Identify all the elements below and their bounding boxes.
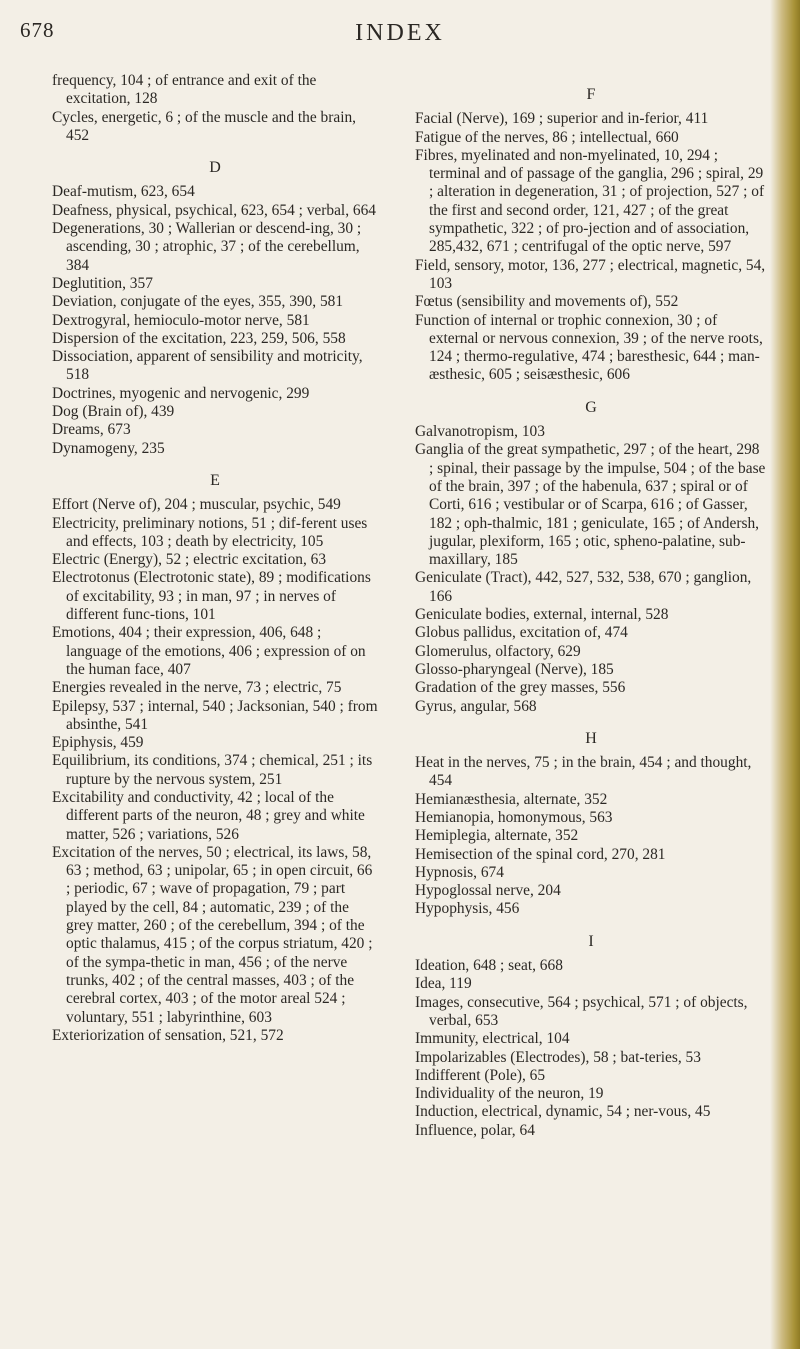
index-entry: Ideation, 648 ; seat, 668	[415, 957, 563, 975]
index-entry: Glomerulus, olfactory, 629	[415, 642, 581, 660]
index-entry: Function of internal or trophic connexion, 30 ; of external or nervous connexion, 39 ; of the nerve roots, 124 ; thermo-regulative, 474 ; baresthesic, 644 ; man-æsthesic, 605 ; seisæsthesic, 606	[415, 311, 763, 384]
index-column-left	[52, 72, 378, 1045]
index-entry: Deviation, conjugate of the eyes, 355, 390, 581	[52, 293, 344, 311]
index-entry: Immunity, electrical, 104	[415, 1030, 570, 1048]
index-entry: Induction, electrical, dynamic, 54 ; ner-vous, 45	[415, 1103, 711, 1121]
section-letter: E	[210, 471, 220, 489]
index-entry: Cycles, energetic, 6 ; of the muscle and the brain, 452	[52, 108, 357, 144]
index-entry: Impolarizables (Electrodes), 58 ; bat-teries, 53	[415, 1048, 701, 1066]
index-entry: Dextrogyral, hemioculo-motor nerve, 581	[52, 311, 310, 329]
index-entry: Ganglia of the great sympathetic, 297 ; of the heart, 298 ; spinal, their passage by the impulse, 504 ; of the base of the brain, 397 ; of the habenula, 637 ; spiral or of Corti, 616 ; vestibular or of Scarpa, 616 ; of Gasser, 182 ; oph-thalmic, 181 ; geniculate, 165 ; of Andersh, jugular, plexiform, 165 ; otic, spheno-palatine, sub-maxillary, 185	[415, 441, 766, 569]
index-entry: Dispersion of the excitation, 223, 259, 506, 558	[52, 329, 346, 347]
index-entry: Hemisection of the spinal cord, 270, 281	[415, 845, 666, 863]
page-edge-shading	[770, 0, 800, 1349]
index-entry: Deaf-mutism, 623, 654	[52, 183, 195, 201]
index-entry: Electric (Energy), 52 ; electric excitation, 63	[52, 551, 327, 569]
index-entry: Dog (Brain of), 439	[52, 403, 175, 421]
index-entry: Epiphysis, 459	[52, 734, 144, 752]
index-entry: Dissociation, apparent of sensibility and motricity, 518	[52, 348, 363, 384]
index-entry: Hemianopia, homonymous, 563	[415, 808, 613, 826]
index-entry: Glosso-pharyngeal (Nerve), 185	[415, 660, 614, 678]
index-entry: Dynamogeny, 235	[52, 439, 165, 457]
index-entry: Equilibrium, its conditions, 374 ; chemical, 251 ; its rupture by the nervous system, 251	[52, 752, 373, 788]
index-entry: Hypnosis, 674	[415, 863, 504, 881]
index-entry: Fœtus (sensibility and movements of), 552	[415, 293, 679, 311]
page-number: 678	[20, 18, 55, 42]
section-letter: F	[586, 86, 596, 103]
index-entry: Geniculate (Tract), 442, 527, 532, 538, 670 ; ganglion, 166	[415, 569, 752, 605]
index-entry: Degenerations, 30 ; Wallerian or descend-ing, 30 ; ascending, 30 ; atrophic, 37 ; of the cerebellum, 384	[52, 220, 362, 274]
index-entry: Galvanotropism, 103	[415, 423, 545, 441]
index-entry: Hemiplegia, alternate, 352	[415, 827, 579, 845]
section-letter: D	[209, 159, 221, 177]
index-entry: Hemianæsthesia, alternate, 352	[415, 790, 608, 808]
index-entry: Emotions, 404 ; their expression, 406, 648 ; language of the emotions, 406 ; expression of on the human face, 407	[52, 624, 366, 678]
index-entry: Effort (Nerve of), 204 ; muscular, psychic, 549	[52, 496, 341, 514]
index-entry: Excitation of the nerves, 50 ; electrical, its laws, 58, 63 ; method, 63 ; unipolar, 65 ; in open circuit, 66 ; periodic, 67 ; wave of propagation, 79 ; part played by the cell, 84 ; automatic, 239 ; of the grey matter, 260 ; of the cerebellum, 394 ; of the optic thalamus, 415 ; of the corpus striatum, 420 ; of the sympa-thetic in man, 456 ; of the nerve trunks, 402 ; of the central masses, 403 ; of the cerebral cortex, 403 ; of the motor areal 524 ; voluntary, 551 ; labyrinthine, 603	[52, 843, 373, 1026]
section-letter: G	[585, 398, 597, 416]
index-entry: Hypoglossal nerve, 204	[415, 882, 561, 900]
index-column-right	[415, 72, 767, 1140]
index-entry: Gradation of the grey masses, 556	[415, 679, 626, 697]
index-entry: Dreams, 673	[52, 421, 131, 439]
index-entry: Excitability and conductivity, 42 ; local of the different parts of the neuron, 48 ; grey and white matter, 526 ; variations, 526	[52, 788, 365, 843]
index-entry: Images, consecutive, 564 ; psychical, 571 ; of objects, verbal, 653	[415, 993, 748, 1029]
index-entry: Epilepsy, 537 ; internal, 540 ; Jacksonian, 540 ; from absinthe, 541	[52, 697, 378, 733]
index-entry: Geniculate bodies, external, internal, 528	[415, 606, 669, 624]
index-entry: Fatigue of the nerves, 86 ; intellectual, 660	[415, 128, 679, 146]
index-entry: Facial (Nerve), 169 ; superior and in-ferior, 411	[415, 110, 709, 128]
index-entry: Exteriorization of sensation, 521, 572	[52, 1026, 284, 1044]
index-entry: Gyrus, angular, 568	[415, 697, 537, 715]
index-entry: Heat in the nerves, 75 ; in the brain, 454 ; and thought, 454	[415, 754, 752, 790]
index-entry: Fibres, myelinated and non-myelinated, 10, 294 ; terminal and of passage of the ganglia, 296 ; spiral, 29 ; alteration in degeneration, 31 ; of projection, 527 ; of the first and second order, 121, 427 ; of the great sympathetic, 322 ; of pro-jection and of association, 285,432, 671 ; centrifugal of the optic nerve, 597	[415, 146, 765, 256]
section-letter: I	[588, 932, 594, 950]
index-entry: Field, sensory, motor, 136, 277 ; electrical, magnetic, 54, 103	[415, 256, 766, 292]
index-entry: Electricity, preliminary notions, 51 ; dif-ferent uses and effects, 103 ; death by electricity, 105	[52, 514, 368, 550]
index-entry: Doctrines, myogenic and nervogenic, 299	[52, 384, 310, 402]
index-entry: Globus pallidus, excitation of, 474	[415, 624, 628, 642]
index-entry: frequency, 104 ; of entrance and exit of the excitation, 128	[52, 72, 317, 108]
index-entry: Electrotonus (Electrotonic state), 89 ; modifications of excitability, 93 ; in man, 97 ; in nerves of different func-tions, 101	[52, 569, 371, 624]
index-entry: Deafness, physical, psychical, 623, 654 ; verbal, 664	[52, 201, 376, 219]
index-entry: Hypophysis, 456	[415, 900, 520, 918]
index-entry: Influence, polar, 64	[415, 1121, 535, 1139]
index-entry: Idea, 119	[415, 975, 472, 993]
index-entry: Deglutition, 357	[52, 274, 153, 292]
index-entry: Energies revealed in the nerve, 73 ; electric, 75	[52, 679, 342, 697]
index-entry: Indifferent (Pole), 65	[415, 1066, 546, 1084]
section-letter: H	[585, 729, 597, 747]
page-title: INDEX	[355, 20, 445, 46]
index-entry: Individuality of the neuron, 19	[415, 1085, 604, 1103]
